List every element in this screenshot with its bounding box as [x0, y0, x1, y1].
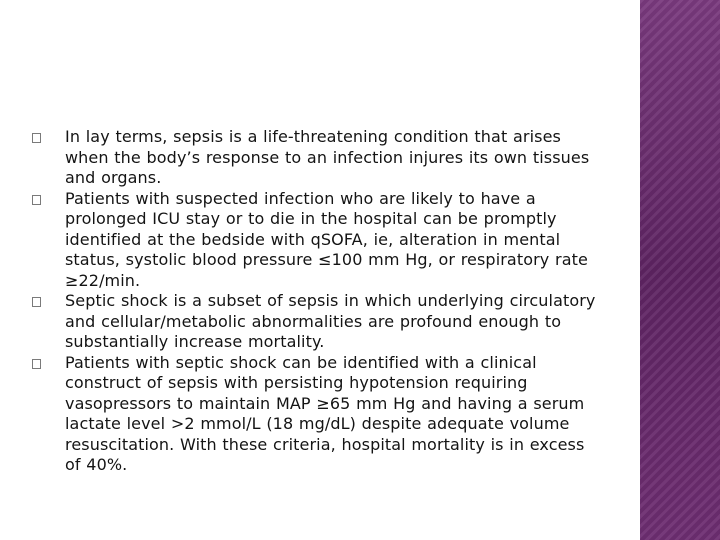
- checkbox-square-icon: [32, 359, 41, 369]
- checkbox-square-icon: [32, 133, 41, 143]
- checkbox-square-icon: [32, 195, 41, 205]
- bullet-list: [32, 127, 597, 476]
- decorative-side-panel: [640, 0, 720, 540]
- bullet-item-septic-shock-criteria: [32, 353, 597, 476]
- bullet-content: [32, 127, 597, 476]
- bullet-text: Patients with septic shock can be identified with a clinical construct of sepsis with persisting hypotension requiring vasopressors to maintain MAP ≥65 mm Hg and having a serum lactate level >2 mmol/L (18 mg/dL) despite adequate volume resuscitation. With these criteria, hospital mortality is in excess of 40%.: [65, 352, 585, 474]
- bullet-text: In lay terms, sepsis is a life-threatening condition that arises when the body’s response to an infection injures its own tissues and organs.: [65, 127, 590, 187]
- bullet-text: Patients with suspected infection who are likely to have a prolonged ICU stay or to die in the hospital can be promptly identified at the bedside with qSOFA, ie, alteration in mental status, systolic blood pressure ≤100 mm Hg, or respiratory rate ≥22/min.: [65, 188, 588, 290]
- bullet-text: Septic shock is a subset of sepsis in which underlying circulatory and cellular/metabolic abnormalities are profound enough to substantially increase mortality.: [65, 291, 596, 351]
- bullet-item-qsofa: [32, 189, 597, 292]
- bullet-item-septic-shock: [32, 291, 597, 353]
- checkbox-square-icon: [32, 297, 41, 307]
- bullet-item-sepsis-definition: [32, 127, 597, 189]
